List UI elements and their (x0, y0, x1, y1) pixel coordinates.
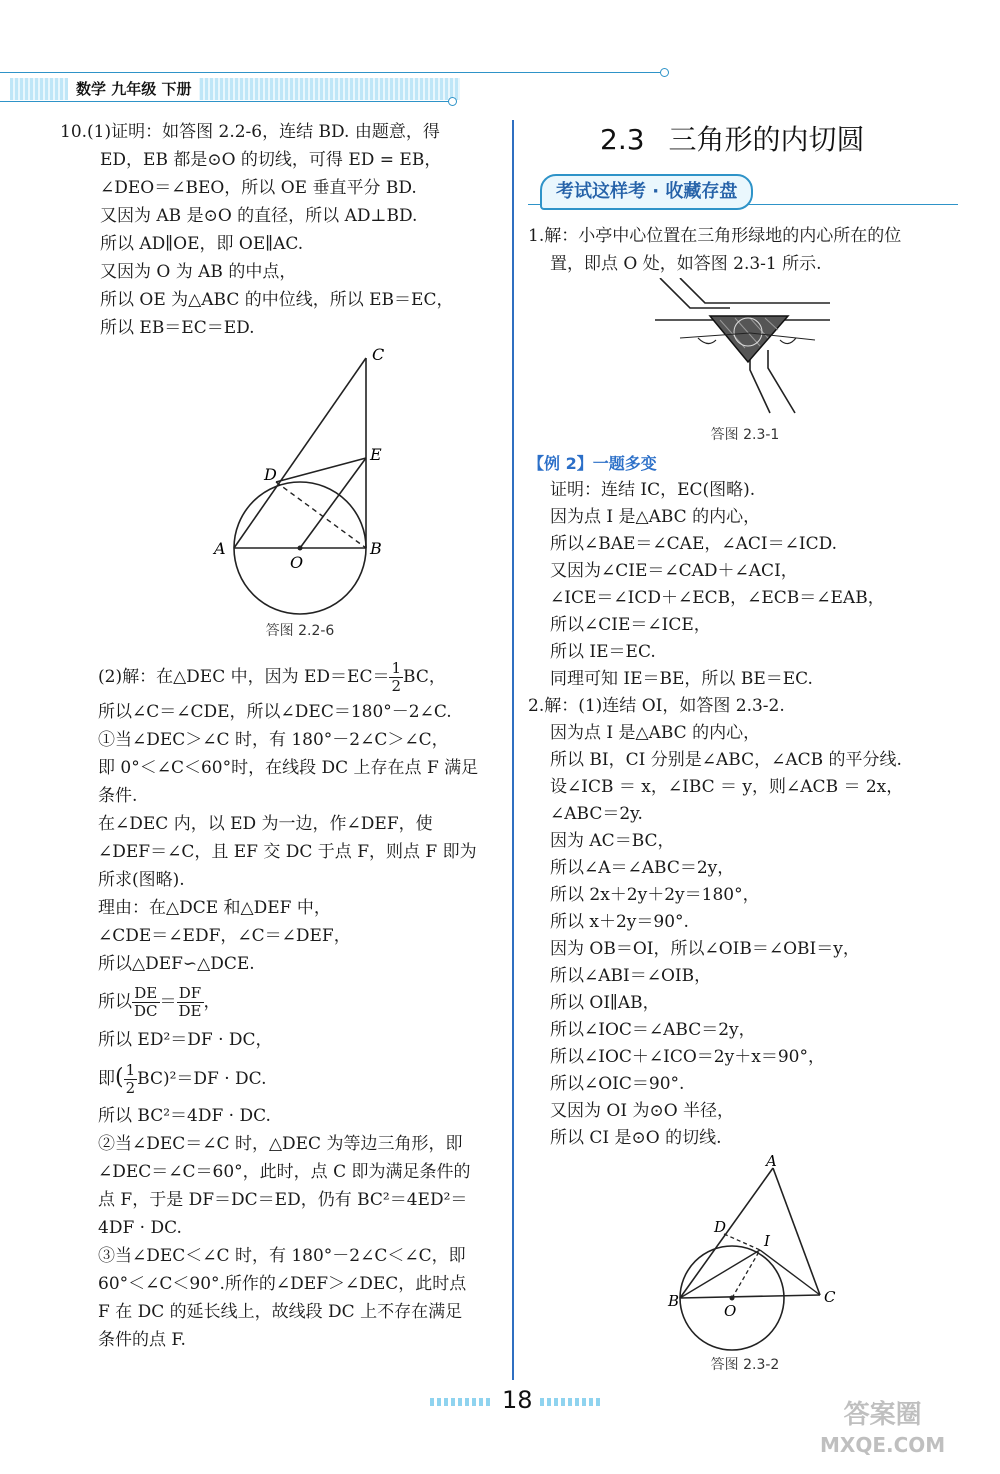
text-line-fraction (98, 978, 508, 1026)
text-line: 4DF · DC. (98, 1218, 182, 1238)
text-line: ①当∠DEC＞∠C 时，有 180°－2∠C＞∠C， (98, 730, 449, 750)
label-i: I (764, 1232, 770, 1250)
header-rule-top (0, 72, 660, 73)
header-rule-bottom (0, 101, 450, 102)
fraction-de-dc (132, 985, 160, 1020)
text-line: 60°＜∠C＜90°.所作的∠DEF＞∠DEC，此时点 (98, 1274, 467, 1294)
book-title: 数学 九年级 下册 (68, 78, 199, 100)
page-header (0, 64, 680, 108)
frac-num: DE (132, 985, 160, 1003)
page-number: 18 (502, 1386, 533, 1414)
segment-bc (680, 1295, 820, 1298)
figure-caption: 答图 2.2-6 (265, 623, 335, 639)
fraction-half-2 (124, 1062, 138, 1097)
figure-caption: 答图 2.3-2 (710, 1357, 780, 1373)
text-line: ∠DEF＝∠C，且 EF 交 DC 于点 F，则点 F 即为 (98, 842, 477, 862)
text-line: 又因为∠CIE＝∠CAD＋∠ACI， (550, 561, 798, 581)
frac-den: 2 (391, 677, 402, 695)
label-c: C (372, 345, 385, 364)
text-line: 设∠ICB ＝ x，∠IBC ＝ y，则∠ACB ＝ 2x， (550, 777, 904, 797)
text-line: 所以 OE 为△ABC 的中位线，所以 EB＝EC， (100, 290, 454, 310)
text-line: 所以∠IOC＝∠ABC＝2y， (550, 1020, 756, 1040)
text-line: 所以∠BAE＝∠CAE，∠ACI＝∠ICD. (550, 534, 837, 554)
text-line: ED，EB 都是⊙O 的切线，可得 ED = EB， (100, 150, 442, 170)
text-line: 所以 ED²＝DF · DC， (98, 1030, 273, 1050)
right-column-q1 (528, 222, 966, 278)
text-line: 所以△DEF∽△DCE. (98, 954, 255, 974)
text-span: BC)²＝DF · DC. (137, 1069, 267, 1089)
text-line: 点 F，于是 DF＝DC＝ED，仍有 BC²＝4ED²＝ (98, 1190, 468, 1210)
text-span: 即 (98, 1069, 115, 1089)
text-line: 证明：连结 IC，EC(图略). (550, 480, 756, 500)
label-o: O (290, 553, 304, 572)
text-line: 因为 AC＝BC， (550, 831, 675, 851)
watermark-cn: 答案圈 (843, 1400, 922, 1430)
banner-label: 考试这样考 · 收藏存盘 (540, 174, 753, 210)
label-b: B (370, 539, 382, 558)
figure-caption: 答图 2.3-1 (710, 427, 780, 443)
text-span: 所以 (98, 992, 132, 1012)
label-d: D (714, 1218, 727, 1236)
text-line: 所以 EB＝EC＝ED. (100, 318, 255, 338)
arc-mark (780, 338, 796, 344)
frac-den: DE (178, 1002, 202, 1020)
figure-2-2-6 (200, 340, 430, 630)
header-dot-mid (448, 97, 457, 106)
segment-ac (773, 1168, 820, 1295)
text-span: ＝ (159, 992, 177, 1012)
text-line: 所求(图略). (98, 870, 185, 890)
text-line: F 在 DC 的延长线上，故线段 DC 上不存在满足 (98, 1302, 463, 1322)
text-span: (2)解：在△DEC 中，因为 ED＝EC＝ (98, 667, 390, 687)
right-column-example (528, 450, 966, 1152)
text-line: ②当∠DEC＝∠C 时，△DEC 为等边三角形，即 (98, 1134, 463, 1154)
text-line: ∠CDE＝∠EDF，∠C＝∠DEF， (98, 926, 351, 946)
paren: ( (115, 1065, 124, 1090)
column-divider (512, 120, 514, 1380)
text-line: 所以 2x＋2y＋2y＝180°， (550, 885, 760, 905)
watermark (820, 1400, 945, 1460)
text-line: 置，即点 O 处，如答图 2.3-1 所示. (550, 254, 822, 274)
road-edge (680, 278, 830, 303)
section-title (600, 120, 865, 160)
label-b: B (668, 1292, 680, 1310)
point-o (298, 546, 303, 551)
text-line: 同理可知 IE＝BE，所以 BE＝EC. (550, 669, 813, 689)
segment-oe (300, 458, 366, 548)
label-e: E (370, 445, 382, 464)
example-label: 【例 2】一题多变 (528, 454, 657, 473)
frac-num: 1 (391, 659, 402, 677)
label-c: C (824, 1288, 836, 1306)
section-number: 2.3 (600, 123, 645, 156)
text-line: 1.解：小亭中心位置在三角形绿地的内心所在的位 (528, 226, 902, 246)
text-line: 即 0°＜∠C＜60°时，在线段 DC 上存在点 F 满足 (98, 758, 479, 778)
road-edge (768, 350, 795, 413)
text-line: ∠DEC＝∠C＝60°，此时，点 C 即为满足条件的 (98, 1162, 471, 1182)
text-line-fraction (98, 656, 508, 698)
label-o: O (724, 1302, 737, 1320)
text-line: ∠DEO＝∠BEO，所以 OE 垂直平分 BD. (100, 178, 417, 198)
text-line: 在∠DEC 内，以 ED 为一边，作∠DEF，使 (98, 814, 433, 834)
road-edge (750, 350, 770, 413)
arc-mark (698, 338, 716, 344)
text-line: 条件的点 F. (98, 1330, 186, 1350)
text-line: 理由：在△DCE 和△DEF 中， (98, 898, 331, 918)
watermark-en: MXQE.COM (820, 1433, 946, 1457)
text-line-fraction (98, 1054, 508, 1102)
segment-bd (276, 482, 366, 548)
point-o (730, 1296, 735, 1301)
text-line: 所以 BC²＝4DF · DC. (98, 1106, 271, 1126)
text-line: 又因为 OI 为⊙O 半径， (550, 1101, 735, 1121)
label-a: A (214, 539, 226, 558)
frac-num: DF (177, 985, 204, 1003)
text-line: 所以∠OIC＝90°. (550, 1074, 685, 1094)
text-line: 所以∠C＝∠CDE，所以∠DEC＝180°－2∠C. (98, 702, 452, 722)
segment-ab (680, 1168, 773, 1298)
frac-den: DC (134, 1002, 158, 1020)
frac-den: 2 (125, 1079, 136, 1097)
text-line: 所以 CI 是⊙O 的切线. (550, 1128, 722, 1148)
text-line: 所以∠ABI＝∠OIB， (550, 966, 712, 986)
frac-num: 1 (125, 1061, 136, 1079)
text-line: 因为点 I 是△ABC 的内心， (550, 507, 761, 527)
fraction-df-de (177, 985, 204, 1020)
text-line: 所以∠A＝∠ABC＝2y， (550, 858, 735, 878)
segment-de (276, 458, 366, 482)
text-line: 所以 BI，CI 分别是∠ABC，∠ACB 的平分线. (550, 750, 902, 770)
figure-2-3-2 (660, 1150, 850, 1360)
header-dot-right (660, 68, 669, 77)
text-line: 所以∠CIE＝∠ICE， (550, 615, 711, 635)
section-banner (528, 174, 958, 208)
segment-bi (680, 1250, 760, 1298)
triangle-green (710, 316, 788, 362)
text-line: ∠ABC＝2y. (550, 804, 643, 824)
fraction-half (389, 660, 403, 695)
left-column (60, 118, 503, 342)
text-line: 又因为 AB 是⊙O 的直径，所以 AD⊥BD. (100, 206, 418, 226)
text-line: 因为点 I 是△ABC 的内心， (550, 723, 761, 743)
text-line: 所以 OI∥AB， (550, 993, 660, 1013)
text-line: 所以 x＋2y＝90°. (550, 912, 689, 932)
text-line: 10.(1)证明：如答图 2.2-6，连结 BD. 由题意，得 (60, 122, 440, 142)
text-line: 因为 OB＝OI，所以∠OIB＝∠OBI＝y， (550, 939, 860, 959)
text-line: 所以 AD∥OE，即 OE∥AC. (100, 234, 304, 254)
text-line: 所以∠IOC＋∠ICO＝2y＋x＝90°， (550, 1047, 825, 1067)
label-d: D (264, 465, 277, 484)
text-line: ∠ICE＝∠ICD＋∠ECB，∠ECB＝∠EAB， (550, 588, 885, 608)
left-column-part2 (98, 656, 508, 1354)
segment-oi (732, 1250, 760, 1298)
figure-2-3-1 (650, 278, 835, 418)
text-line: 条件. (98, 786, 138, 806)
text-line: 2.解：(1)连结 OI，如答图 2.3-2. (528, 696, 785, 716)
text-line: 所以 IE＝EC. (550, 642, 656, 662)
label-a: A (766, 1152, 777, 1170)
footer-deco-left (430, 1398, 490, 1406)
text-line: 又因为 O 为 AB 的中点， (100, 262, 297, 282)
section-name: 三角形的内切圆 (668, 123, 865, 156)
footer-deco-right (540, 1398, 600, 1406)
segment-ac (234, 358, 366, 548)
text-span: ， (203, 992, 221, 1012)
text-line: ③当∠DEC＜∠C 时，有 180°－2∠C＜∠C，即 (98, 1246, 466, 1266)
text-span: BC， (403, 667, 446, 687)
